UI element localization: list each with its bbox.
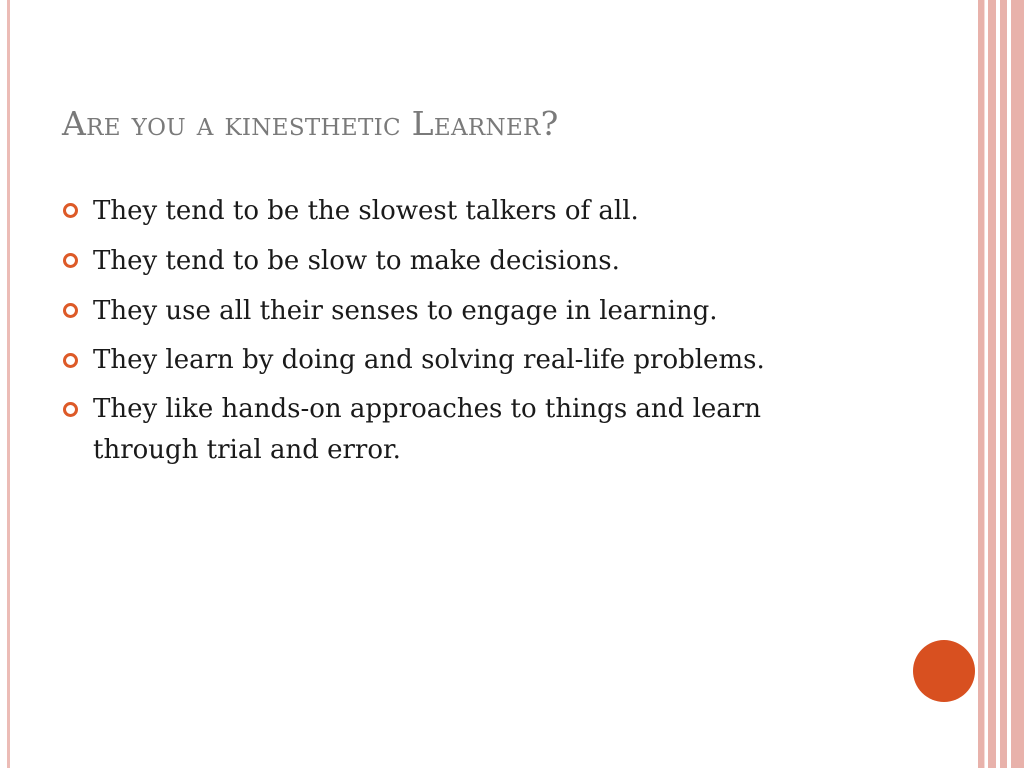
bullet-item [62, 190, 862, 232]
ring-bullet-icon [63, 253, 78, 268]
bullet-list [62, 190, 862, 479]
bullet-text: They like hands-on approaches to things and learn through trial and error. [93, 394, 761, 465]
bullet-text: They use all their senses to engage in learning. [93, 296, 718, 326]
bullet-item [62, 340, 862, 381]
right-border-stripe [1011, 0, 1024, 768]
ring-bullet-icon [63, 203, 78, 218]
ring-bullet-icon [63, 402, 78, 417]
bullet-text: They tend to be the slowest talkers of all. [93, 196, 639, 226]
right-border-stripe [988, 0, 996, 768]
ring-bullet-icon [63, 353, 78, 368]
left-border-rule [7, 0, 10, 768]
bullet-text: They tend to be slow to make decisions. [93, 246, 620, 276]
right-border-stripe [1000, 0, 1007, 768]
bullet-text: They learn by doing and solving real-life problems. [93, 345, 765, 375]
bullet-item [62, 290, 862, 332]
right-border-line [984, 0, 985, 768]
ring-bullet-icon [63, 303, 78, 318]
bullet-item [62, 389, 862, 471]
slide-title: Are you a kinesthetic Learner? [62, 104, 559, 143]
circle-decoration-icon [913, 640, 975, 702]
bullet-item [62, 240, 862, 282]
